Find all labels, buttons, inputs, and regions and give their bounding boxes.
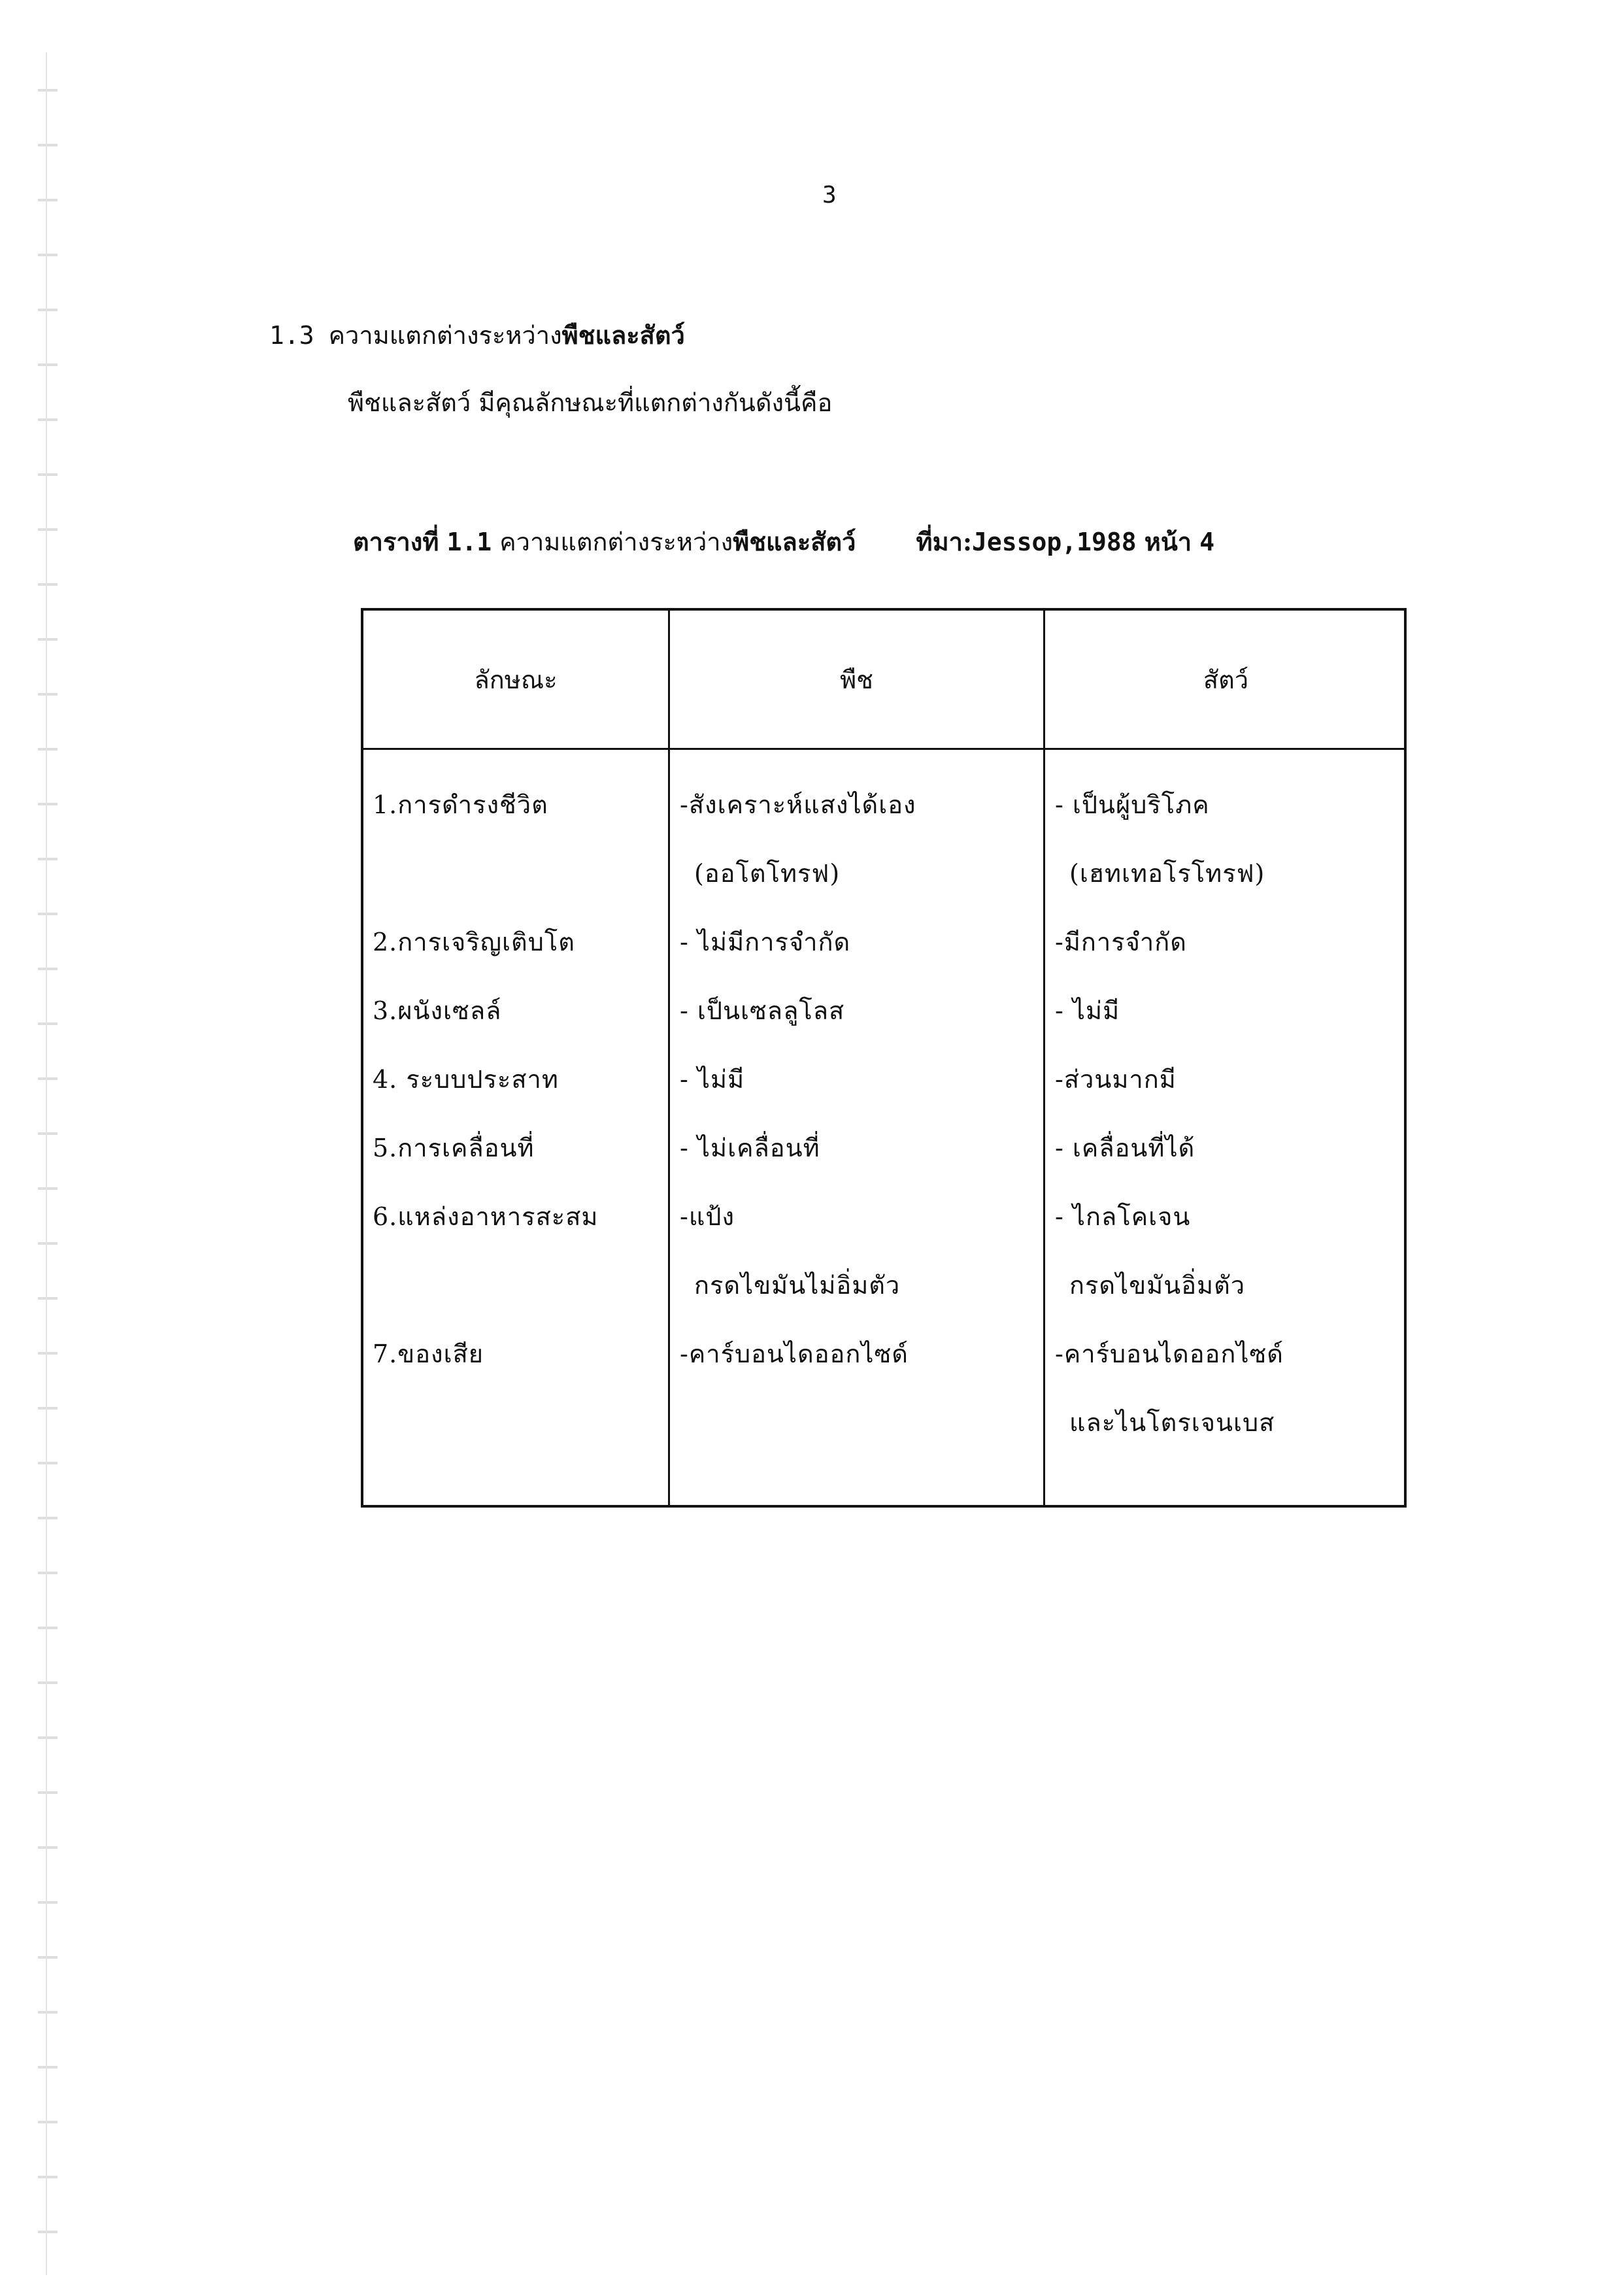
section-title-bold: พืชและสัตว์ <box>561 320 685 350</box>
caption-page-label: หน้า <box>1144 527 1192 556</box>
header-animal: สัตว์ <box>1203 665 1249 694</box>
section-heading <box>269 315 685 355</box>
cell-plant: กรดไขมันไม่อิ่มตัว <box>694 1271 901 1300</box>
cell-animal: กรดไขมันอิ่มตัว <box>1069 1271 1246 1300</box>
cell-characteristic: 4. ระบบประสาท <box>373 1065 559 1094</box>
header-plant: พืช <box>840 665 873 694</box>
cell-animal: - ไกลโคเจน <box>1055 1202 1191 1231</box>
cell-plant: - ไม่มีการจำกัด <box>680 928 851 956</box>
cell-animal: (เฮทเทอโรโทรฟ) <box>1069 859 1265 888</box>
cell-plant: -คาร์บอนไดออกไซด์ <box>680 1340 909 1368</box>
caption-source <box>916 528 1215 556</box>
cell-plant: -แป้ง <box>680 1202 735 1231</box>
cell-plant: -สังเคราะห์แสงได้เอง <box>680 790 916 819</box>
intro-paragraph: พืชและสัตว์ มีคุณลักษณะที่แตกต่างกันดังนี้คือ <box>348 388 833 417</box>
table-caption <box>353 522 1214 562</box>
caption-source-text: Jessop,1988 <box>972 528 1137 556</box>
header-divider <box>363 748 1404 750</box>
cell-plant: (ออโตโทรฟ) <box>694 859 841 888</box>
cell-plant: - ไม่เคลื่อนที่ <box>680 1134 820 1162</box>
caption-title-bold: พืชและสัตว์ <box>733 527 856 556</box>
section-number: 1.3 <box>269 321 314 350</box>
caption-page-number: 4 <box>1199 528 1215 556</box>
caption-title-plain: ความแตกต่างระหว่าง <box>499 528 733 556</box>
cell-animal: - เป็นผู้บริโภค <box>1055 790 1210 819</box>
binding-holes <box>38 52 58 2275</box>
cell-characteristic: 5.การเคลื่อนที่ <box>373 1134 535 1162</box>
caption-number: 1.1 <box>446 528 492 556</box>
cell-characteristic: 6.แหล่งอาหารสะสม <box>373 1202 599 1231</box>
header-characteristic: ลักษณะ <box>474 665 558 694</box>
cell-animal: - เคลื่อนที่ได้ <box>1055 1134 1195 1162</box>
comparison-table <box>361 608 1407 1508</box>
cell-plant: - เป็นเซลลูโลส <box>680 996 845 1025</box>
cell-animal: -มีการจำกัด <box>1055 928 1187 956</box>
page-number: 3 <box>822 182 837 209</box>
cell-plant: - ไม่มี <box>680 1065 745 1094</box>
binding-edge <box>46 52 47 2275</box>
section-title-plain: ความแตกต่างระหว่าง <box>328 321 562 350</box>
caption-source-label: ที่มา: <box>916 527 973 556</box>
cell-characteristic: 7.ของเสีย <box>373 1340 484 1368</box>
cell-animal: และไนโตรเจนเบส <box>1069 1408 1275 1437</box>
caption-label: ตารางที่ <box>353 527 439 556</box>
cell-characteristic: 3.ผนังเซลล์ <box>373 996 502 1025</box>
cell-animal: - ไม่มี <box>1055 996 1120 1025</box>
cell-animal: -ส่วนมากมี <box>1055 1065 1177 1094</box>
cell-animal: -คาร์บอนไดออกไซด์ <box>1055 1340 1284 1368</box>
cell-characteristic: 2.การเจริญเติบโต <box>373 928 575 956</box>
cell-characteristic: 1.การดำรงชีวิต <box>373 790 548 819</box>
